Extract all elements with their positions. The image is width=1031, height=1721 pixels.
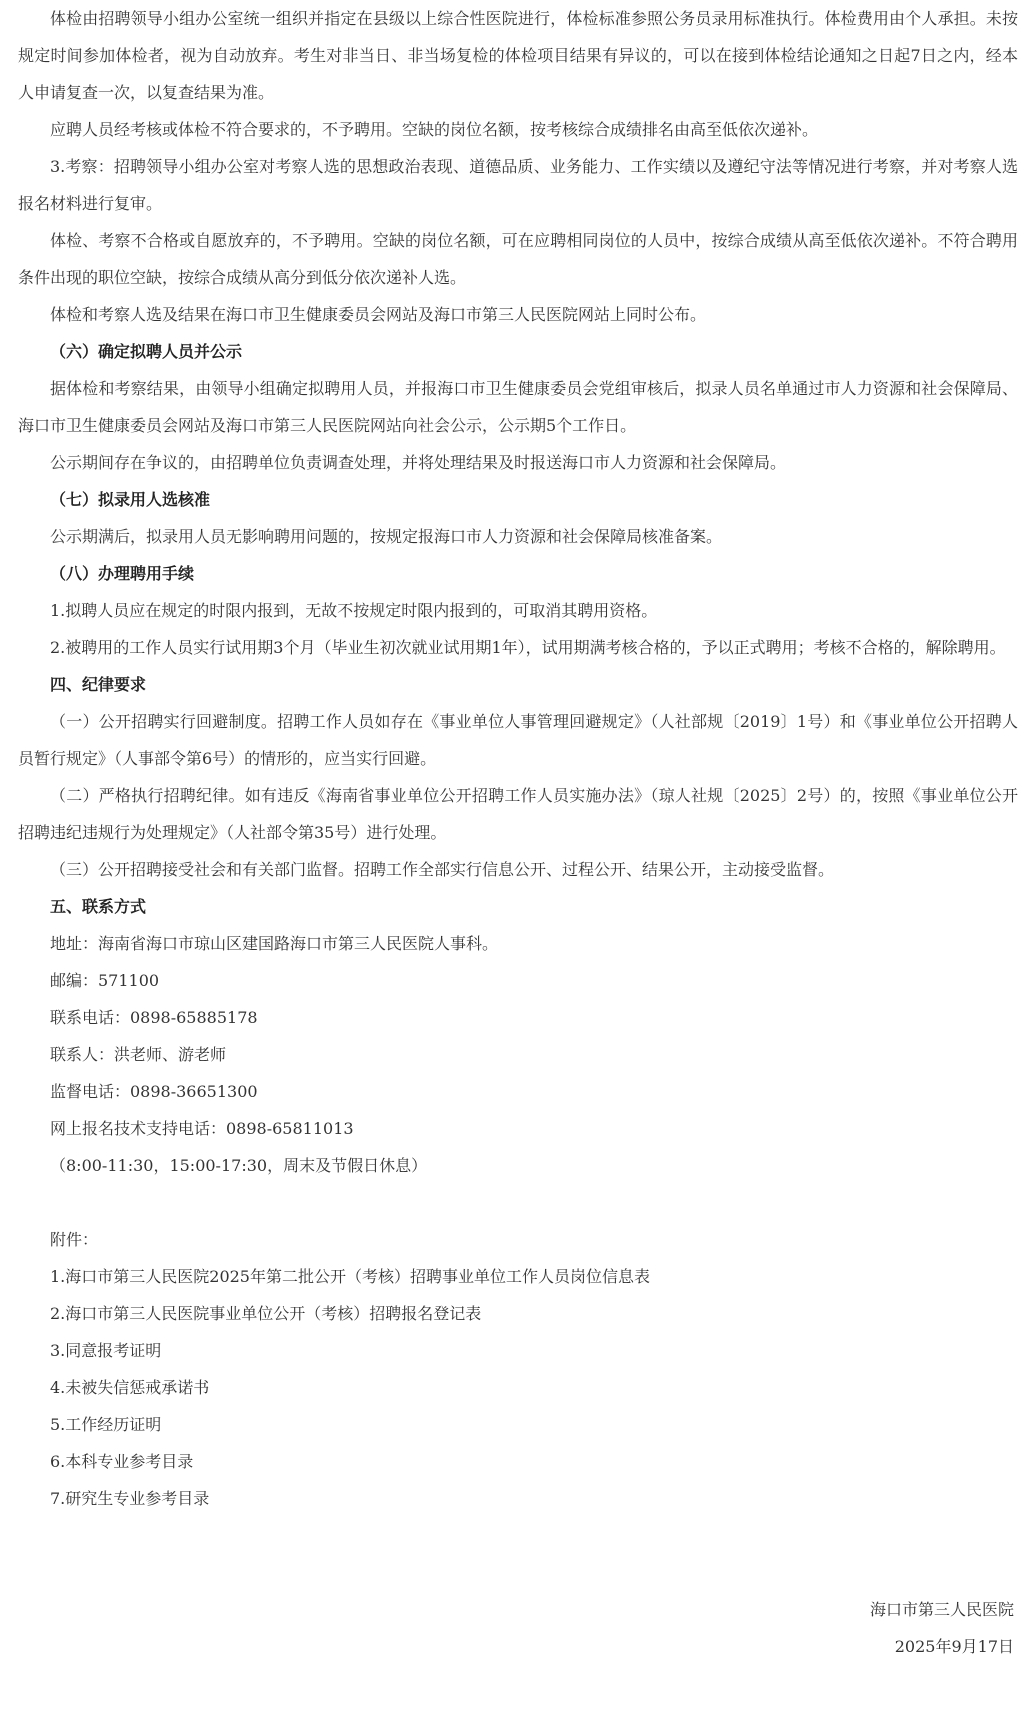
spacer (18, 1184, 1018, 1221)
paragraph-results-publish: 体检和考察人选及结果在海口市卫生健康委员会网站及海口市第三人民医院网站上同时公布。 (50, 305, 707, 324)
attachments-label: 附件： (50, 1230, 99, 1249)
paragraph-exam-fail: 应聘人员经考核或体检不符合要求的，不予聘用。空缺的岗位名额，按考核综合成绩排名由高至低依次递补。 (50, 120, 819, 139)
paragraph-avoidance: （一）公开招聘实行回避制度。招聘工作人员如存在《事业单位人事管理回避规定》（人社部规〔2019〕1号）和《事业单位公开招聘人员暂行规定》（人事部令第6号）的情形的，应当实行回避。 (18, 712, 1018, 768)
heading-contact: 五、联系方式 (50, 897, 147, 916)
attachment-item[interactable]: 5.工作经历证明 (50, 1415, 162, 1434)
attachment-item[interactable]: 7.研究生专业参考目录 (50, 1489, 210, 1508)
signature-org: 海口市第三人民医院 (869, 1600, 1014, 1619)
paragraph-probation: 2.被聘用的工作人员实行试用期3个月（毕业生初次就业试用期1年），试用期满考核合格的，予以正式聘用；考核不合格的，解除聘用。 (50, 638, 1006, 657)
paragraph-supervision: （三）公开招聘接受社会和有关部门监督。招聘工作全部实行信息公开、过程公开、结果公开，主动接受监督。 (50, 860, 835, 879)
contact-address: 地址：海南省海口市琼山区建国路海口市第三人民医院人事科。 (50, 934, 499, 953)
heading-section-8: （八）办理聘用手续 (50, 564, 195, 583)
paragraph-physical-exam: 体检由招聘领导小组办公室统一组织并指定在县级以上综合性医院进行，体检标准参照公务员录用标准执行。体检费用由个人承担。未按规定时间参加体检者，视为自动放弃。考生对非当日、非当场复检的体检项目结果有异议的，可以在接到体检结论通知之日起7日之内，经本人申请复查一次，以复查结果为准。 (18, 9, 1018, 102)
attachment-item[interactable]: 6.本科专业参考目录 (50, 1452, 194, 1471)
attachment-item[interactable]: 1.海口市第三人民医院2025年第二批公开（考核）招聘事业单位工作人员岗位信息表 (50, 1267, 650, 1286)
heading-discipline: 四、纪律要求 (50, 675, 147, 694)
paragraph-report-deadline: 1.拟聘人员应在规定的时限内报到，无故不按规定时限内报到的，可取消其聘用资格。 (50, 601, 658, 620)
contact-tech-phone: 网上报名技术支持电话：0898-65811013 (50, 1119, 354, 1138)
document-body (18, 0, 1018, 1665)
paragraph-strict-discipline: （二）严格执行招聘纪律。如有违反《海南省事业单位公开招聘工作人员实施办法》（琼人社规〔2025〕2号）的，按照《事业单位公开招聘违纪违规行为处理规定》（人社部令第35号）进行处理。 (18, 786, 1018, 842)
attachment-item[interactable]: 2.海口市第三人民医院事业单位公开（考核）招聘报名登记表 (50, 1304, 482, 1323)
heading-section-6: （六）确定拟聘人员并公示 (50, 342, 243, 361)
attachment-item[interactable]: 4.未被失信惩戒承诺书 (50, 1378, 210, 1397)
paragraph-inspection-fail: 体检、考察不合格或自愿放弃的，不予聘用。空缺的岗位名额，可在应聘相同岗位的人员中，按综合成绩从高至低依次递补。不符合聘用条件出现的职位空缺，按综合成绩从高分到低分依次递补人选。 (18, 231, 1018, 287)
contact-phone: 联系电话：0898-65885178 (50, 1008, 258, 1027)
spacer (18, 1517, 1018, 1591)
paragraph-dispute: 公示期间存在争议的，由招聘单位负责调查处理，并将处理结果及时报送海口市人力资源和社会保障局。 (50, 453, 787, 472)
contact-person: 联系人：洪老师、游老师 (50, 1045, 227, 1064)
heading-section-7: （七）拟录用人选核准 (50, 490, 211, 509)
signature-date: 2025年9月17日 (894, 1637, 1014, 1656)
paragraph-inspection: 3.考察：招聘领导小组办公室对考察人选的思想政治表现、道德品质、业务能力、工作实绩以及遵纪守法等情况进行考察，并对考察人选报名材料进行复审。 (18, 157, 1018, 213)
paragraph-determine-candidates: 据体检和考察结果，由领导小组确定拟聘用人员，并报海口市卫生健康委员会党组审核后，拟录人员名单通过市人力资源和社会保障局、海口市卫生健康委员会网站及海口市第三人民医院网站向社会公示，公示期5个工作日。 (18, 379, 1018, 435)
contact-postcode: 邮编：571100 (50, 971, 160, 990)
contact-supervise-phone: 监督电话：0898-36651300 (50, 1082, 258, 1101)
contact-hours: （8:00-11:30，15:00-17:30，周末及节假日休息） (50, 1156, 428, 1175)
paragraph-approval: 公示期满后，拟录用人员无影响聘用问题的，按规定报海口市人力资源和社会保障局核准备案。 (50, 527, 723, 546)
attachment-item[interactable]: 3.同意报考证明 (50, 1341, 162, 1360)
